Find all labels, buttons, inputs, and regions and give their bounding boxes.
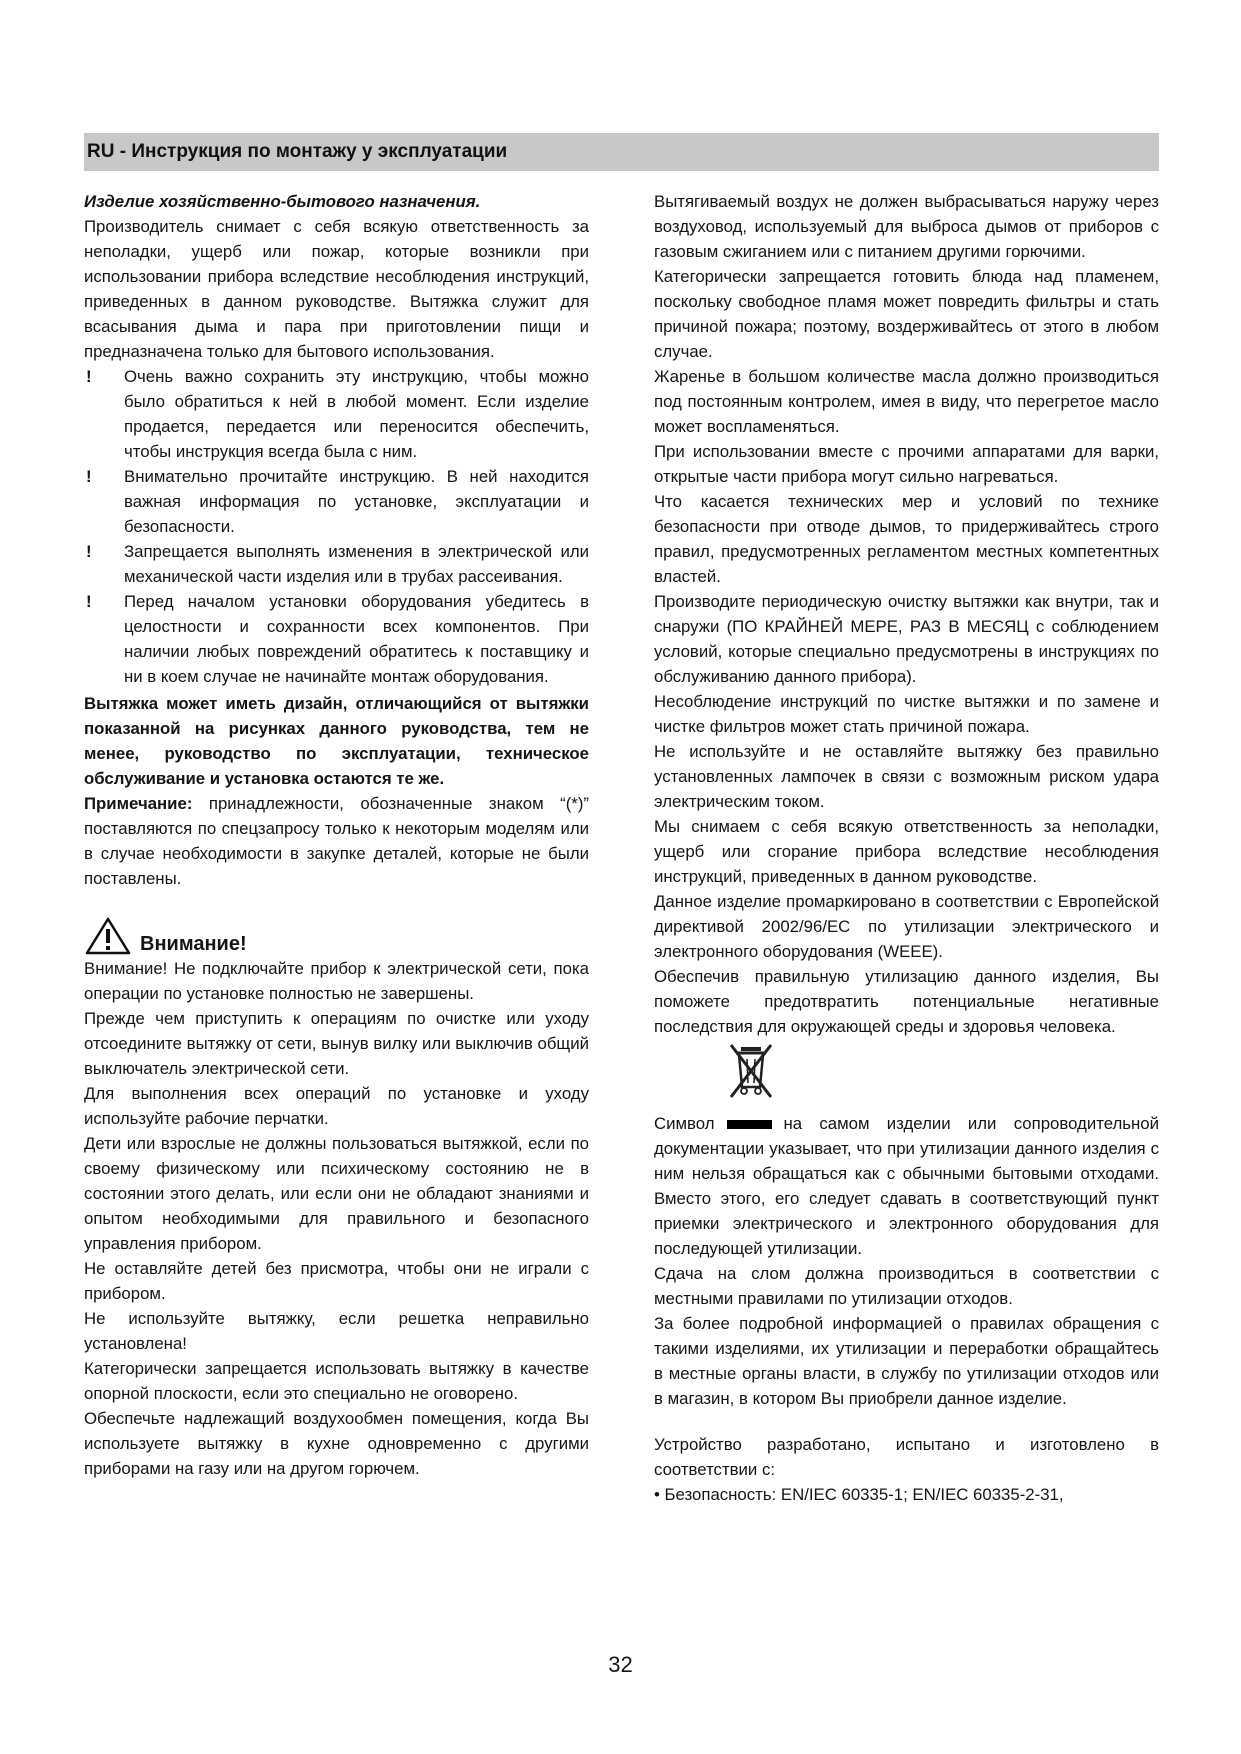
warning-item bbox=[84, 589, 589, 689]
crossed-bin-icon bbox=[727, 1041, 775, 1101]
disposal-paragraph: Сдача на слом должна производиться в соответствии с местными правилами по утилизации отходов. bbox=[654, 1264, 1159, 1308]
weee-symbol-block bbox=[654, 1039, 1159, 1111]
design-note: Вытяжка может иметь дизайн, отличающийся от вытяжки показанной на рисунках данного руководства, тем не менее, руководство по эксплуатации, техническое обслуживание и установка остаются те же. bbox=[84, 694, 589, 788]
left-column bbox=[84, 189, 589, 1481]
weee-paragraph: Данное изделие промаркировано в соответствии с Европейской директивой 2002/96/EC по утилизации электрического и электронного оборудования (WEEE). bbox=[654, 892, 1159, 961]
safety-paragraph: Категорически запрещается готовить блюда над пламенем, поскольку свободное пламя может повредить фильтры и стать причиной пожара; поэтому, воздерживайтесь от этого в любом случае. bbox=[654, 267, 1159, 361]
warning-text: Перед началом установки оборудования убедитесь в целостности и сохранности всех компонентов. При наличии любых повреждений обратитесь к поставщику и ни в коем случае не начинайте монтаж оборудования. bbox=[124, 592, 589, 686]
accessories-note bbox=[84, 791, 589, 891]
safety-paragraph: Несоблюдение инструкций по чистке вытяжки и по замене и чистке фильтров может стать причиной пожара. bbox=[654, 692, 1159, 736]
safety-paragraph: Производите периодическую очистку вытяжки как внутри, так и снаружи (ПО КРАЙНЕЙ МЕРЕ, РАЗ В МЕСЯЦ с соблюдением условий, которые специально предусмотрены в инструкциях по обслуживанию данного прибора). bbox=[654, 592, 1159, 686]
page-number: 32 bbox=[608, 1652, 633, 1677]
warning-text: Запрещается выполнять изменения в электрической или механической части изделия или в трубах рассеивания. bbox=[124, 542, 589, 586]
safety-paragraph: При использовании вместе с прочими аппаратами для варки, открытые части прибора могут сильно нагреваться. bbox=[654, 442, 1159, 486]
note-label: Примечание: bbox=[84, 794, 193, 813]
attention-paragraph: Не оставляйте детей без присмотра, чтобы они не играли с прибором. bbox=[84, 1259, 589, 1303]
warning-item bbox=[84, 364, 589, 464]
safety-paragraph: Что касается технических мер и условий по технике безопасности при отводе дымов, то придерживайтесь строго правил, предусмотренных регламентом местных компетентных властей. bbox=[654, 492, 1159, 586]
attention-paragraph: Для выполнения всех операций по установке и уходу используйте рабочие перчатки. bbox=[84, 1084, 589, 1128]
attention-title: Внимание! bbox=[140, 933, 247, 955]
attention-paragraph: Не используйте вытяжку, если решетка неправильно установлена! bbox=[84, 1309, 589, 1353]
warning-item bbox=[84, 539, 589, 589]
safety-paragraph: Жаренье в большом количестве масла должно производиться под постоянным контролем, имея в виду, что перегретое масло может воспламеняться. bbox=[654, 367, 1159, 436]
warning-text: Очень важно сохранить эту инструкцию, чтобы можно было обратиться к ней в любой момент. Если изделие продается, передается или переносится обеспечить, чтобы инструкция всегда была с ним. bbox=[124, 367, 589, 461]
attention-paragraph: Прежде чем приступить к операциям по очистке или уходу отсоедините вытяжку от сети, вынув вилку или выключив общий выключатель электрической сети. bbox=[84, 1009, 589, 1078]
exclamation-icon: ! bbox=[86, 367, 92, 386]
warning-text: Внимательно прочитайте инструкцию. В ней находится важная информация по установке, эксплуатации и безопасности. bbox=[124, 467, 589, 536]
attention-paragraph: Внимание! Не подключайте прибор к электрической сети, пока операции по установке полностью не завершены. bbox=[84, 959, 589, 1003]
symbol-paragraph bbox=[654, 1111, 1159, 1261]
exclamation-icon: ! bbox=[86, 592, 92, 611]
warning-triangle-icon bbox=[84, 916, 132, 956]
right-column bbox=[654, 189, 1159, 1507]
exclamation-icon: ! bbox=[86, 542, 92, 561]
weee-paragraph: Обеспечив правильную утилизацию данного изделия, Вы поможете предотвратить потенциальные негативные последствия для окружающей среды и здоровья человека. bbox=[654, 967, 1159, 1036]
compliance-item: • Безопасность: EN/IEC 60335-1; EN/IEC 60335-2-31, bbox=[654, 1485, 1064, 1504]
section-header bbox=[84, 133, 1159, 171]
symbol-word: Символ bbox=[654, 1114, 715, 1133]
attention-heading bbox=[84, 912, 589, 956]
symbol-text: на самом изделии или сопроводительной документации указывает, что при утилизации данного изделия с ним нельзя обращаться как с обычными бытовыми отходами. Вместо этого, его следует сдавать в соответствующий пункт приемки электрического и электронного оборудования для последующей утилизации. bbox=[654, 1114, 1159, 1258]
black-bar-icon bbox=[727, 1120, 772, 1129]
attention-paragraph: Дети или взрослые не должны пользоваться вытяжкой, если по своему физическому или психическому состоянию не в состоянии этого делать, или если они не обладают знаниями и опытом необходимыми для правильного и безопасного управления прибором. bbox=[84, 1134, 589, 1253]
attention-paragraph: Категорически запрещается использовать вытяжку в качестве опорной плоскости, если это специально не оговорено. bbox=[84, 1359, 589, 1403]
intro-paragraph: Производитель снимает с себя всякую ответственность за неполадки, ущерб или пожар, которые возникли при использовании прибора вследствие несоблюдения инструкций, приведенных в данном руководстве. Вытяжка служит для всасывания дыма и пара при приготовлении пищи и предназначена только для бытового использования. bbox=[84, 217, 589, 361]
disposal-paragraph: За более подробной информацией о правилах обращения с такими изделиями, их утилизации и переработки обращайтесь в местные органы власти, в службу по утилизации отходов или в магазин, в котором Вы приобрели данное изделие. bbox=[654, 1314, 1159, 1408]
compliance-intro: Устройство разработано, испытано и изготовлено в соответствии с: bbox=[654, 1435, 1159, 1479]
warning-item bbox=[84, 464, 589, 539]
safety-paragraph: Не используйте и не оставляйте вытяжку без правильно установленных лампочек в связи с возможным риском удара электрическим током. bbox=[654, 742, 1159, 811]
page-title: RU - Инструкция по монтажу у эксплуатации bbox=[87, 141, 508, 162]
exclamation-icon: ! bbox=[86, 467, 92, 486]
safety-paragraph: Вытягиваемый воздух не должен выбрасываться наружу через воздуховод, используемый для выброса дымов от приборов с газовым сжиганием или с питанием другими горючими. bbox=[654, 192, 1159, 261]
safety-paragraph: Мы снимаем с себя всякую ответственность за неполадки, ущерб или сгорание прибора вследствие несоблюдения инструкций, приведенных в данном руководстве. bbox=[654, 817, 1159, 886]
product-subtitle: Изделие хозяйственно-бытового назначения. bbox=[84, 192, 481, 211]
attention-paragraph: Обеспечьте надлежащий воздухообмен помещения, когда Вы используете вытяжку в кухне одновременно с другими приборами на газу или на другом горючем. bbox=[84, 1409, 589, 1478]
note-text: принадлежности, обозначенные знаком “(*)” поставляются по спецзапросу только к некоторым моделям или в случае необходимости в закупке деталей, которые не были поставлены. bbox=[84, 794, 589, 888]
